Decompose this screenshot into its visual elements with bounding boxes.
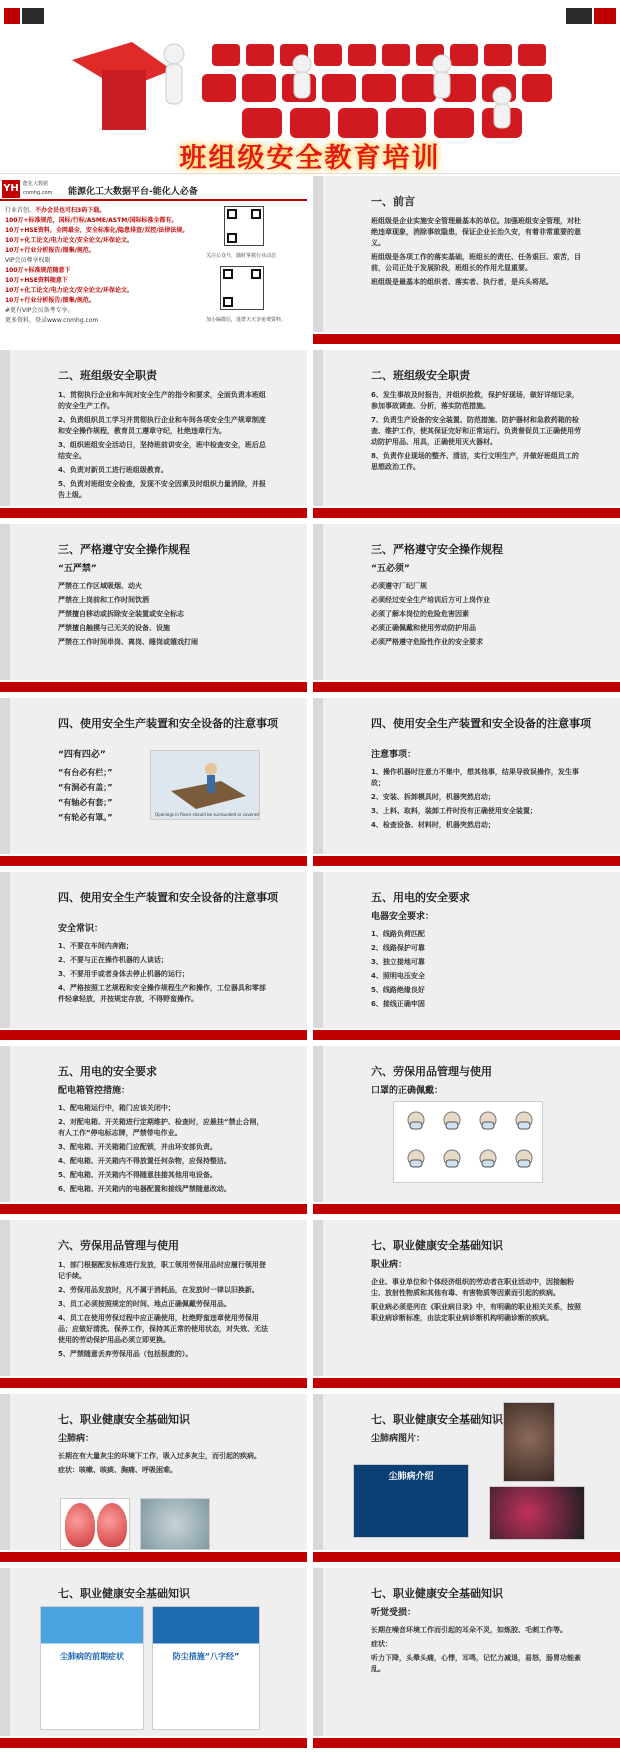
slide-paragraph: 1、线路负荷匹配 xyxy=(371,930,425,938)
ad-line xyxy=(5,216,195,226)
ad-line xyxy=(5,266,195,276)
slide-side-band xyxy=(313,698,323,866)
slide-paragraph: 1、不要在车间内奔跑； xyxy=(58,942,133,950)
slide-subheading: 安全常识： xyxy=(58,924,104,934)
image-caption: Openings in floors should be surrounded or covered xyxy=(155,812,259,817)
slide-heading: 四、使用安全生产装置和安全设备的注意事项 xyxy=(58,717,278,730)
slide-heading: 三、严格遵守安全操作规程 xyxy=(371,543,503,556)
ad-line-highlight: 10万+化工论文/电力论文/安全论文/环保论文。 xyxy=(5,287,133,294)
slide-side-band xyxy=(313,1046,323,1214)
slide-footer-bar xyxy=(0,1204,307,1214)
poster-title: 尘肺病的前期症状 xyxy=(60,1652,124,1661)
slide-paragraph: 8、负责作业现场的整齐、清洁，实行文明生产，并做好班组员工的思想政治工作。 xyxy=(371,452,579,471)
slide-team-duties-2 xyxy=(313,350,620,518)
slide-body xyxy=(58,564,268,651)
corner-block xyxy=(4,8,20,24)
brand-logo xyxy=(2,180,66,200)
corner-block xyxy=(594,8,616,24)
ad-line-highlight: 100万+标准规范，国标/行标/ASME/ASTM/国际标准全都有。 xyxy=(5,217,178,224)
ad-line xyxy=(5,206,195,216)
pneumoconiosis-board xyxy=(353,1464,469,1538)
corner-block xyxy=(22,8,44,24)
divider xyxy=(0,199,307,201)
slide-heading: 六、劳保用品管理与使用 xyxy=(371,1065,492,1078)
slide-preface xyxy=(313,176,620,344)
slide-paragraph: 2、负责组织员工学习并贯彻执行企业和车间各项安全生产规章制度和安全操作规程，教育员工遵章守纪，杜绝违章行为。 xyxy=(58,416,266,435)
slide-four-haves xyxy=(0,698,307,866)
slide-footer-bar xyxy=(313,856,620,866)
floor-opening-illustration xyxy=(150,750,260,820)
slide-heading: 五、用电的安全要求 xyxy=(58,1065,157,1078)
slide-side-band xyxy=(313,524,323,692)
slide-paragraph: 班组级是企业实施安全管理最基本的单位。加强班组安全管理，对杜绝违章现象，消除事故隐患，保证企业长治久安，有着非常重要的意义。 xyxy=(371,217,581,247)
ad-line xyxy=(5,256,195,266)
slide-heading: 二、班组级安全职责 xyxy=(371,369,470,382)
slide-footer-bar xyxy=(0,1552,307,1562)
slide-subheading: 口罩的正确佩戴： xyxy=(371,1086,444,1096)
slide-body xyxy=(58,1086,268,1198)
mask-wearing-illustration xyxy=(393,1101,543,1183)
slide-paragraph: 长期在有大量灰尘的环境下工作，吸入过多灰尘，而引起的疾病。 xyxy=(58,1452,261,1460)
slide-paragraph: 5、严禁随意丢弃劳保用品（包括报废的）。 xyxy=(58,1350,193,1358)
slide-paragraph: 班组级是最基本的组织者、落实者、执行者，是兵头将尾。 xyxy=(371,278,553,286)
slide-body xyxy=(371,750,581,834)
slide-heading: 六、劳保用品管理与使用 xyxy=(58,1239,179,1252)
ad-line xyxy=(5,306,195,316)
slide-body xyxy=(58,924,268,1008)
ad-line-text: #更有VIP会员备考专享。 xyxy=(5,307,74,314)
poster-early-symptoms xyxy=(40,1606,144,1730)
ad-line xyxy=(5,226,195,236)
slide-body xyxy=(371,390,581,476)
slide-electrical-requirements xyxy=(313,872,620,1040)
slide-paragraph: 职业病必须是列在《职业病目录》中，有明确的职业相关关系，按照职业病诊断标准，由法定职业病诊断机构明确诊断的疾病。 xyxy=(371,1303,581,1322)
slide-five-musts xyxy=(313,524,620,692)
ad-line xyxy=(5,246,195,256)
slide-subheading: 注意事项： xyxy=(371,750,417,760)
slide-body xyxy=(371,1260,581,1327)
slide-paragraph: 4、严格按照工艺规程和安全操作规程生产和操作，工位器具和零部件轻拿轻放，并按规定存放，不得野蛮操作。 xyxy=(58,984,266,1003)
slide-side-band xyxy=(0,1220,10,1388)
logo-url: cnmhg.com xyxy=(23,190,53,196)
slide-footer-bar xyxy=(0,682,307,692)
slide-paragraph: 4、检查设备、材料时，机器突然启动； xyxy=(371,821,495,829)
slide-pneumoconiosis xyxy=(0,1394,307,1562)
slide-paragraph: 1、贯彻执行企业和车间对安全生产的指令和要求，全面负责本班组的安全生产工作。 xyxy=(58,391,266,410)
slide-side-band xyxy=(0,350,10,518)
ad-line xyxy=(5,296,195,306)
ad-line-highlight: 100万+标准规范随意下 xyxy=(5,267,71,274)
slide-body xyxy=(371,216,581,291)
ad-line-text: 行业首创， xyxy=(5,207,36,214)
slide-paragraph: 严禁擅自移动或拆除安全装置或安全标志 xyxy=(58,610,184,618)
ad-line-text: VIP会员尊享权限 xyxy=(5,257,51,264)
slide-paragraph: 严禁擅自触摸与己无关的设备、设施 xyxy=(58,624,170,632)
slide-occupational-disease xyxy=(313,1220,620,1388)
slide-paragraph: 症状：咳嗽、咳痰、胸痛、呼吸困难。 xyxy=(58,1466,177,1474)
ad-line xyxy=(5,316,195,326)
slide-side-band xyxy=(313,1394,323,1562)
slide-paragraph: 6、配电箱、开关箱内的电器配置和接线严禁随意改动。 xyxy=(58,1185,231,1193)
slide-footer-bar xyxy=(313,508,620,518)
slide-equipment-notes xyxy=(313,698,620,866)
slide-paragraph: 必须严格遵守危险性作业的安全要求 xyxy=(371,638,483,646)
slide-footer-bar xyxy=(313,1552,620,1562)
slide-footer-bar xyxy=(313,1204,620,1214)
slide-subheading: “五必须” xyxy=(371,564,410,574)
slide-side-band xyxy=(313,872,323,1040)
ad-line xyxy=(5,276,195,286)
slide-paragraph: 1、操作机器时注意力不集中，想其他事，结果导致误操作，发生事故； xyxy=(371,768,579,787)
slide-paragraph: “有轮必有罩。” xyxy=(58,813,113,822)
lung-diagram xyxy=(60,1498,130,1550)
slide-paragraph: “有轴必有套；” xyxy=(58,798,113,807)
ad-line-highlight: 10万+化工论文/电力论文/安全论文/环保论文。 xyxy=(5,237,133,244)
slide-paragraph: “有洞必有盖；” xyxy=(58,783,113,792)
slide-paragraph: 5、配电箱、开关箱内不得随意挂接其他用电设备。 xyxy=(58,1171,217,1179)
slide-paragraph: 必须正确佩戴和使用劳动防护用品 xyxy=(371,624,476,632)
slide-paragraph: 班组级是各项工作的落实基础，班组长的责任、任务艰巨、艰苦，目前，公司正处于发展阶段，班组长的作用尤显重要。 xyxy=(371,253,581,272)
slide-safety-common-sense xyxy=(0,872,307,1040)
slide-paragraph: 4、配电箱、开关箱内不得放置任何杂物，应保持整洁。 xyxy=(58,1157,231,1165)
slide-footer-bar xyxy=(0,508,307,518)
slide-footer-bar xyxy=(313,334,620,344)
slide-side-band xyxy=(0,1568,10,1748)
slide-side-band xyxy=(0,698,10,866)
slide-heading: 三、严格遵守安全操作规程 xyxy=(58,543,190,556)
slide-heading: 四、使用安全生产装置和安全设备的注意事项 xyxy=(58,891,278,904)
slide-paragraph: “有台必有栏；” xyxy=(58,768,113,777)
qr-code-icon xyxy=(224,206,264,246)
slide-paragraph: 严禁在工作区域吸烟、动火 xyxy=(58,582,142,590)
slide-paragraph: 4、照明电压安全 xyxy=(371,972,425,980)
slide-paragraph: 2、不要与正在操作机器的人谈话； xyxy=(58,956,168,964)
slide-posters xyxy=(0,1568,307,1748)
slide-paragraph: 必须经过安全生产培训后方可上岗作业 xyxy=(371,596,490,604)
ad-lines xyxy=(5,206,195,326)
slide-paragraph: 3、不要用手或者身体去停止机器的运行； xyxy=(58,970,189,978)
slide-paragraph: 3、员工必须按照规定的时间、地点正确佩戴劳保用品。 xyxy=(58,1300,231,1308)
slide-subheading: 听觉受损： xyxy=(371,1608,417,1618)
slide-hearing-damage xyxy=(313,1568,620,1748)
slide-side-band xyxy=(0,1394,10,1562)
slide-paragraph: 2、安装、拆卸模具时，机器突然启动； xyxy=(371,793,495,801)
slide-footer-bar xyxy=(0,1030,307,1040)
slide-paragraph: 3、独立接地可靠 xyxy=(371,958,425,966)
ad-line-highlight: 10万+HSE资料，全网最全，安全标准化/隐患排查/双控/法律法规。 xyxy=(5,227,189,234)
slide-paragraph: 5、线路绝缘良好 xyxy=(371,986,425,994)
slide-paragraph: 严禁在上岗前和工作时间饮酒 xyxy=(58,596,149,604)
qr-code-icon xyxy=(220,266,264,310)
slide-heading: 五、用电的安全要求 xyxy=(371,891,470,904)
ad-line-highlight: 10万+行业分析报告/图集/规范。 xyxy=(5,297,95,304)
slide-footer-bar xyxy=(313,1378,620,1388)
slide-heading: 四、使用安全生产装置和安全设备的注意事项 xyxy=(371,717,591,730)
slide-side-band xyxy=(0,872,10,1040)
diseased-lung-photo xyxy=(489,1486,585,1540)
ad-slide xyxy=(0,176,307,344)
slide-paragraph: 4、负责对新员工进行班组级教育。 xyxy=(58,466,168,474)
diseased-lung-photo xyxy=(140,1498,210,1550)
poster-dust-prevention xyxy=(152,1606,260,1730)
slide-side-band xyxy=(313,350,323,518)
slide-ppe-management xyxy=(0,1220,307,1388)
ad-line-highlight: 10万+行业分析报告/图集/规范。 xyxy=(5,247,95,254)
slide-body xyxy=(58,1260,268,1363)
slide-paragraph: 1、部门根据配发标准进行发放，职工领用劳保用品时应履行领用登记手续。 xyxy=(58,1261,266,1280)
slide-distribution-box xyxy=(0,1046,307,1214)
slide-pneumoconiosis-images xyxy=(313,1394,620,1562)
logo-mark: YH xyxy=(2,180,20,198)
slide-heading: 二、班组级安全职责 xyxy=(58,369,157,382)
slide-paragraph: 6、发生事故及时报告，并组织抢救，保护好现场，做好详细记录，参加事故调查、分析，落实防范措施。 xyxy=(371,391,579,410)
slide-paragraph: 2、线路保护可靠 xyxy=(371,944,425,952)
slide-footer-bar xyxy=(313,1738,620,1748)
cover-slide xyxy=(0,0,620,174)
board-title: 尘肺病介绍 xyxy=(388,1472,434,1482)
slide-heading: 七、职业健康安全基础知识 xyxy=(371,1239,503,1252)
ad-line-text: 更多资料，登录www.cnmhg.com xyxy=(5,317,99,324)
slide-paragraph: 4、员工在使用劳保过程中应正确使用，杜绝野蛮违章使用劳保用品；应做好清洗、保养工作，保持其正常的使用状态，对失效、无法使用的劳动保护用品必须立即更换。 xyxy=(58,1314,268,1344)
slide-paragraph: 3、配电箱、开关箱箱门应配锁，并由环安部负责。 xyxy=(58,1143,217,1151)
slide-paragraph: 6、接线正确牢固 xyxy=(371,1000,425,1008)
slide-paragraph: 必须了解本岗位的危险危害因素 xyxy=(371,610,469,618)
slide-body xyxy=(371,564,581,651)
corner-block xyxy=(566,8,592,24)
slide-subheading: 电器安全要求： xyxy=(371,912,435,922)
ad-title: 能源化工大数据平台-能化人必备 xyxy=(68,187,198,197)
slide-footer-bar xyxy=(313,1030,620,1040)
slide-paragraph: 症状： xyxy=(371,1640,392,1648)
slide-side-band xyxy=(313,176,323,344)
slide-subheading: 配电箱管控措施： xyxy=(58,1086,131,1096)
qr-caption: 加小编微信，进群天天享免费资料。 xyxy=(206,317,287,323)
ad-line xyxy=(5,236,195,246)
ad-line-highlight: 10万+HSE资料随意下 xyxy=(5,277,68,284)
slide-body xyxy=(371,912,581,1013)
slide-heading: 七、职业健康安全基础知识 xyxy=(58,1413,190,1426)
cover-title: 班组级安全教育培训 xyxy=(179,143,441,174)
slide-paragraph: 长期在噪音环境工作而引起的耳朵不灵，如炼胶、毛刺工作等。 xyxy=(371,1626,567,1634)
poster-title: 防尘措施“八字经” xyxy=(172,1652,240,1661)
qr-caption: 关注公众号，随时掌握行业动态 xyxy=(206,253,277,259)
ad-line xyxy=(5,286,195,296)
diseased-lung-photo xyxy=(503,1402,555,1482)
slide-heading: 七、职业健康安全基础知识 xyxy=(371,1413,503,1426)
lecture-hall-illustration xyxy=(62,30,554,140)
slide-paragraph: 3、组织班组安全活动日，坚持班前讲安全，班中检查安全，班后总结安全。 xyxy=(58,441,266,460)
slide-body xyxy=(58,390,268,504)
slide-footer-bar xyxy=(0,856,307,866)
slide-subheading: 尘肺病： xyxy=(58,1434,95,1444)
slide-body xyxy=(371,1608,581,1678)
slide-paragraph: 3、上料、取料，装卸工件时没有正确使用安全装置； xyxy=(371,807,537,815)
slide-paragraph: 严禁在工作时间串岗、离岗、睡岗或嬉戏打闹 xyxy=(58,638,198,646)
slide-team-duties-1 xyxy=(0,350,307,518)
slide-footer-bar xyxy=(313,682,620,692)
slide-heading: 一、前言 xyxy=(371,195,415,208)
slide-heading: 七、职业健康安全基础知识 xyxy=(58,1587,190,1600)
slide-paragraph: 2、对配电箱、开关箱进行定期维护、检查时，应悬挂“禁止合闸，有人工作”停电标志牌，严禁带电作业。 xyxy=(58,1118,264,1137)
slide-side-band xyxy=(0,524,10,692)
slide-side-band xyxy=(313,1220,323,1388)
slide-body xyxy=(58,750,148,827)
logo-brand: 能化大数据 xyxy=(23,181,49,187)
slide-subheading: 职业病： xyxy=(371,1260,408,1270)
slide-subheading: “四有四必” xyxy=(58,750,106,760)
slide-paragraph: 必须遵守厂纪厂规 xyxy=(371,582,427,590)
slide-footer-bar xyxy=(0,1378,307,1388)
slide-paragraph: 听力下降，头晕头痛，心悸，耳鸣，记忆力减退，易怒，肠胃功能紊乱。 xyxy=(371,1654,581,1673)
slide-subheading: 尘肺病图片： xyxy=(371,1434,426,1444)
ad-line-highlight: 不办会员也可扫3码下载。 xyxy=(35,207,106,214)
slide-mask-wearing xyxy=(313,1046,620,1214)
slide-body xyxy=(58,1434,268,1479)
slide-paragraph: 7、负责生产设备的安全装置、防范措施、防护器材和急救药箱的检查、维护工作，使其保证完好和正常运行。负责督促员工正确使用劳动防护用品、用具，正确使用灭火器材。 xyxy=(371,416,581,446)
slide-heading: 七、职业健康安全基础知识 xyxy=(371,1587,503,1600)
slide-paragraph: 企业、事业单位和个体经济组织的劳动者在职业活动中，因接触粉尘、放射性物质和其他有毒、有害物质等因素而引起的疾病。 xyxy=(371,1278,574,1297)
slide-side-band xyxy=(313,1568,323,1748)
slide-paragraph: 1、配电箱运行中，箱门应该关闭中； xyxy=(58,1104,175,1112)
slide-paragraph: 5、负责对班组安全检查，发现不安全因素及时组织力量消除，并报告上级。 xyxy=(58,480,266,499)
slide-subheading: “五严禁” xyxy=(58,564,97,574)
slide-paragraph: 2、劳保用品发放时，凡不属于消耗品，在发放时一律以旧换新。 xyxy=(58,1286,259,1294)
slide-side-band xyxy=(0,1046,10,1214)
slide-five-prohibitions xyxy=(0,524,307,692)
slide-footer-bar xyxy=(0,1738,307,1748)
